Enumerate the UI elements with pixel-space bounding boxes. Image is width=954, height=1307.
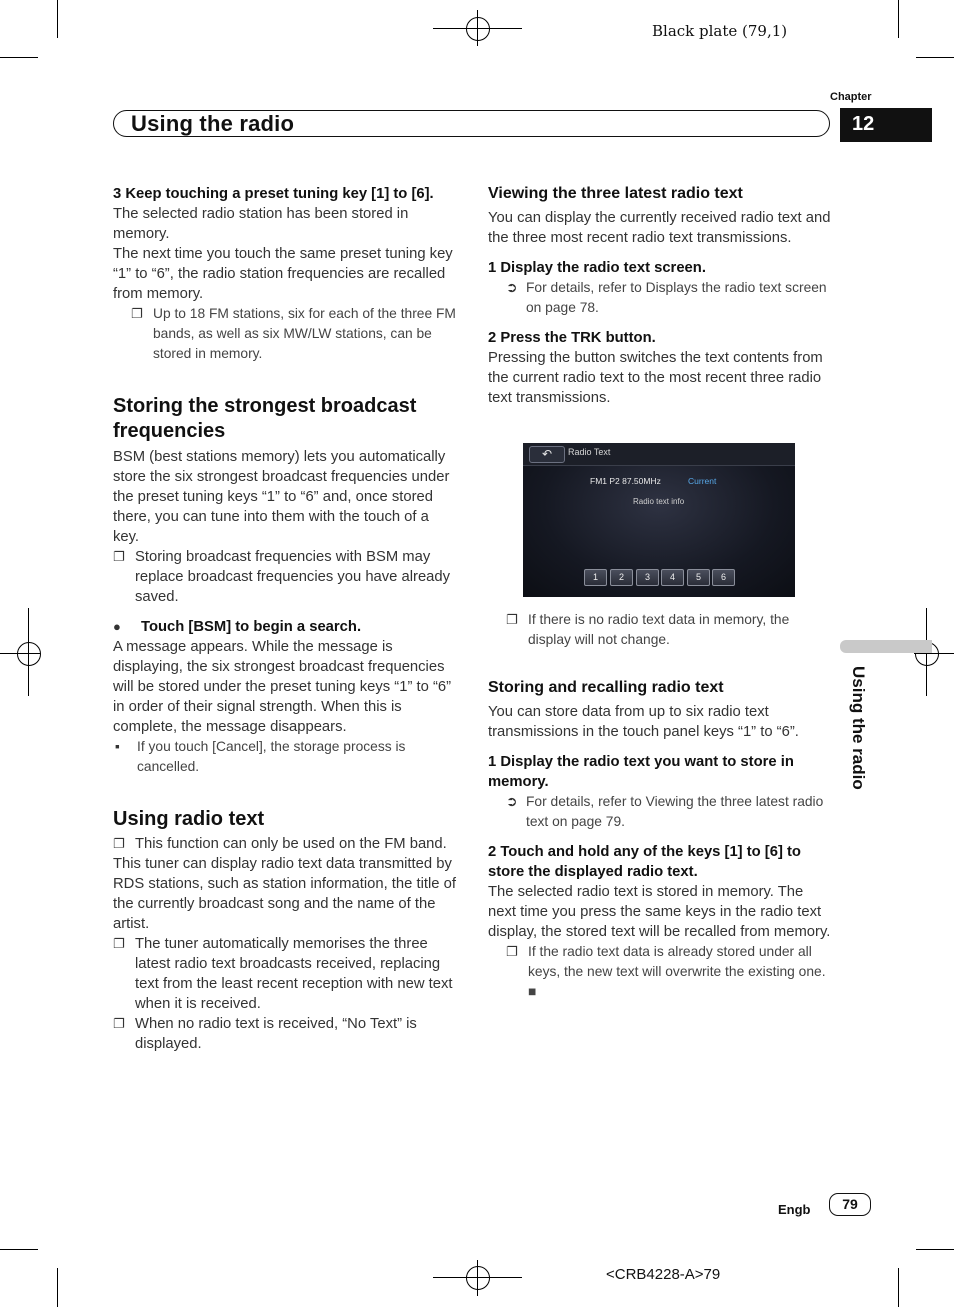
screen-title: Radio Text xyxy=(568,447,611,457)
section-heading-store: Storing and recalling radio text xyxy=(488,679,724,696)
step-2-title: 2 Touch and hold any of the keys [1] to [6] to store the displayed radio text. xyxy=(488,844,801,880)
screen-preset-key: 4 xyxy=(661,569,684,586)
right-column-lower xyxy=(488,610,833,1002)
square-bullet-icon: ▪ xyxy=(115,739,120,754)
left-column xyxy=(113,184,458,1054)
screen-preset-key: 5 xyxy=(687,569,710,586)
crop-mark xyxy=(57,0,58,38)
note-box-icon: ❐ xyxy=(113,936,125,951)
note-item xyxy=(113,547,458,607)
note-item xyxy=(113,934,458,1014)
arrow-icon: ➲ xyxy=(506,280,518,295)
section-heading-view: Viewing the three latest radio text xyxy=(488,185,743,202)
chapter-number: 12 xyxy=(852,113,875,135)
side-tab xyxy=(840,640,932,653)
step-text: Touch [BSM] to begin a search. xyxy=(141,619,362,635)
chapter-title: Using the radio xyxy=(131,111,295,136)
paragraph: BSM (best stations memory) lets you automatically store the six strongest broadcast frequencies under the preset tuning keys “1” to “6” and, once stored there, you can tune into them with the touch of a key. xyxy=(113,449,450,545)
registration-circle xyxy=(466,17,490,41)
note-text: This function can only be used on the FM band. xyxy=(135,836,447,852)
chapter-number-tab xyxy=(840,108,932,142)
section-heading-bsm: Storing the strongest broadcast frequencies xyxy=(113,395,417,442)
radio-text-screen-image xyxy=(523,443,795,597)
chapter-label: Chapter xyxy=(830,91,872,103)
reference-note xyxy=(506,278,833,318)
screen-preset-key: 6 xyxy=(712,569,735,586)
end-mark-icon: ■ xyxy=(528,984,537,999)
document-code: <CRB4228-A>79 xyxy=(606,1266,721,1283)
screen-preset-key: 1 xyxy=(584,569,607,586)
step-1-title: 1 Display the radio text you want to store in memory. xyxy=(488,754,794,790)
note-text: When no radio text is received, “No Text” is displayed. xyxy=(135,1016,417,1052)
sub-note-text: If you touch [Cancel], the storage process is cancelled. xyxy=(137,739,406,774)
sub-note xyxy=(115,737,458,777)
crop-mark xyxy=(0,1249,38,1250)
note-text: Up to 18 FM stations, six for each of the three FM bands, as well as six MW/LW stations, can be stored in memory. xyxy=(153,306,456,361)
note-box-icon: ❐ xyxy=(506,944,518,959)
arrow-icon: ➲ xyxy=(506,794,518,809)
screen-radio-text-info: Radio text info xyxy=(633,497,685,506)
language-label: Engb xyxy=(778,1202,811,1217)
note-text: The tuner automatically memorises the three latest radio text broadcasts received, replacing text from the least recent reception with new text when it is received. xyxy=(135,936,453,1012)
back-icon: ↶ xyxy=(529,446,565,463)
crop-mark xyxy=(57,1268,58,1307)
note-box-icon: ❐ xyxy=(131,306,143,321)
note-text: If there is no radio text data in memory, the display will not change. xyxy=(528,612,790,647)
paragraph: A message appears. While the message is displaying, the six strongest broadcast frequencies will be stored under the preset tuning keys “1” to “6” in order of their signal strength. When this is complete, the message disappears. xyxy=(113,639,452,735)
note-box-icon: ❐ xyxy=(113,549,125,564)
paragraph: The selected radio text is stored in memory. The next time you press the same keys in the radio text display, the stored text will be recalled from memory. xyxy=(488,884,831,940)
step-1-title: 1 Display the radio text screen. xyxy=(488,260,706,276)
screen-preset-key: 3 xyxy=(636,569,659,586)
page-number: 79 xyxy=(829,1193,871,1216)
side-tab-label: Using the radio xyxy=(849,666,868,790)
note-item xyxy=(113,1014,458,1054)
note-item xyxy=(131,304,458,364)
section-heading-radio-text: Using radio text xyxy=(113,808,265,830)
screen-current-label: Current xyxy=(688,476,717,486)
screen-frequency: FM1 P2 87.50MHz xyxy=(590,476,661,486)
crop-mark xyxy=(898,0,899,38)
screen-title-bar xyxy=(523,443,795,466)
crop-mark xyxy=(916,1249,954,1250)
note-item xyxy=(113,834,458,854)
plate-label: Black plate (79,1) xyxy=(652,22,788,40)
registration-circle xyxy=(466,1266,490,1290)
paragraph: You can store data from up to six radio text transmissions in the touch panel keys “1” to “6”. xyxy=(488,704,799,740)
reference-note xyxy=(506,792,833,832)
note-item xyxy=(506,942,833,1002)
crop-mark xyxy=(898,1268,899,1307)
note-text: Storing broadcast frequencies with BSM may replace broadcast frequencies you have already saved. xyxy=(135,549,451,605)
note-item xyxy=(506,610,833,650)
reference-text: For details, refer to Displays the radio text screen on page 78. xyxy=(526,280,827,315)
note-box-icon: ❐ xyxy=(506,612,518,627)
crop-mark xyxy=(0,57,38,58)
reference-text: For details, refer to Viewing the three latest radio text on page 79. xyxy=(526,794,824,829)
paragraph: This tuner can display radio text data transmitted by RDS stations, such as station information, the title of the currently broadcast song and the name of the artist. xyxy=(113,856,456,932)
note-box-icon: ❐ xyxy=(113,836,125,851)
note-text xyxy=(528,942,833,1002)
bullet-icon: ● xyxy=(113,619,121,634)
screen-preset-key: 2 xyxy=(610,569,633,586)
crop-mark xyxy=(916,57,954,58)
step-3-title: 3 Keep touching a preset tuning key [1] to [6]. xyxy=(113,186,434,202)
paragraph: Pressing the button switches the text contents from the current radio text to the most recent three radio text transmissions. xyxy=(488,350,823,406)
registration-circle xyxy=(17,642,41,666)
chapter-title-bar xyxy=(113,110,830,137)
bsm-step xyxy=(113,617,458,637)
note-text-body: If the radio text data is already stored under all keys, the new text will overwrite the existing one. xyxy=(528,944,826,979)
note-box-icon: ❐ xyxy=(113,1016,125,1031)
paragraph: You can display the currently received radio text and the three most recent radio text transmissions. xyxy=(488,210,831,246)
paragraph: The next time you touch the same preset tuning key “1” to “6”, the radio station frequencies are recalled from memory. xyxy=(113,246,453,302)
step-2-title: 2 Press the TRK button. xyxy=(488,330,656,346)
paragraph: The selected radio station has been stored in memory. xyxy=(113,206,409,242)
right-column xyxy=(488,184,833,408)
